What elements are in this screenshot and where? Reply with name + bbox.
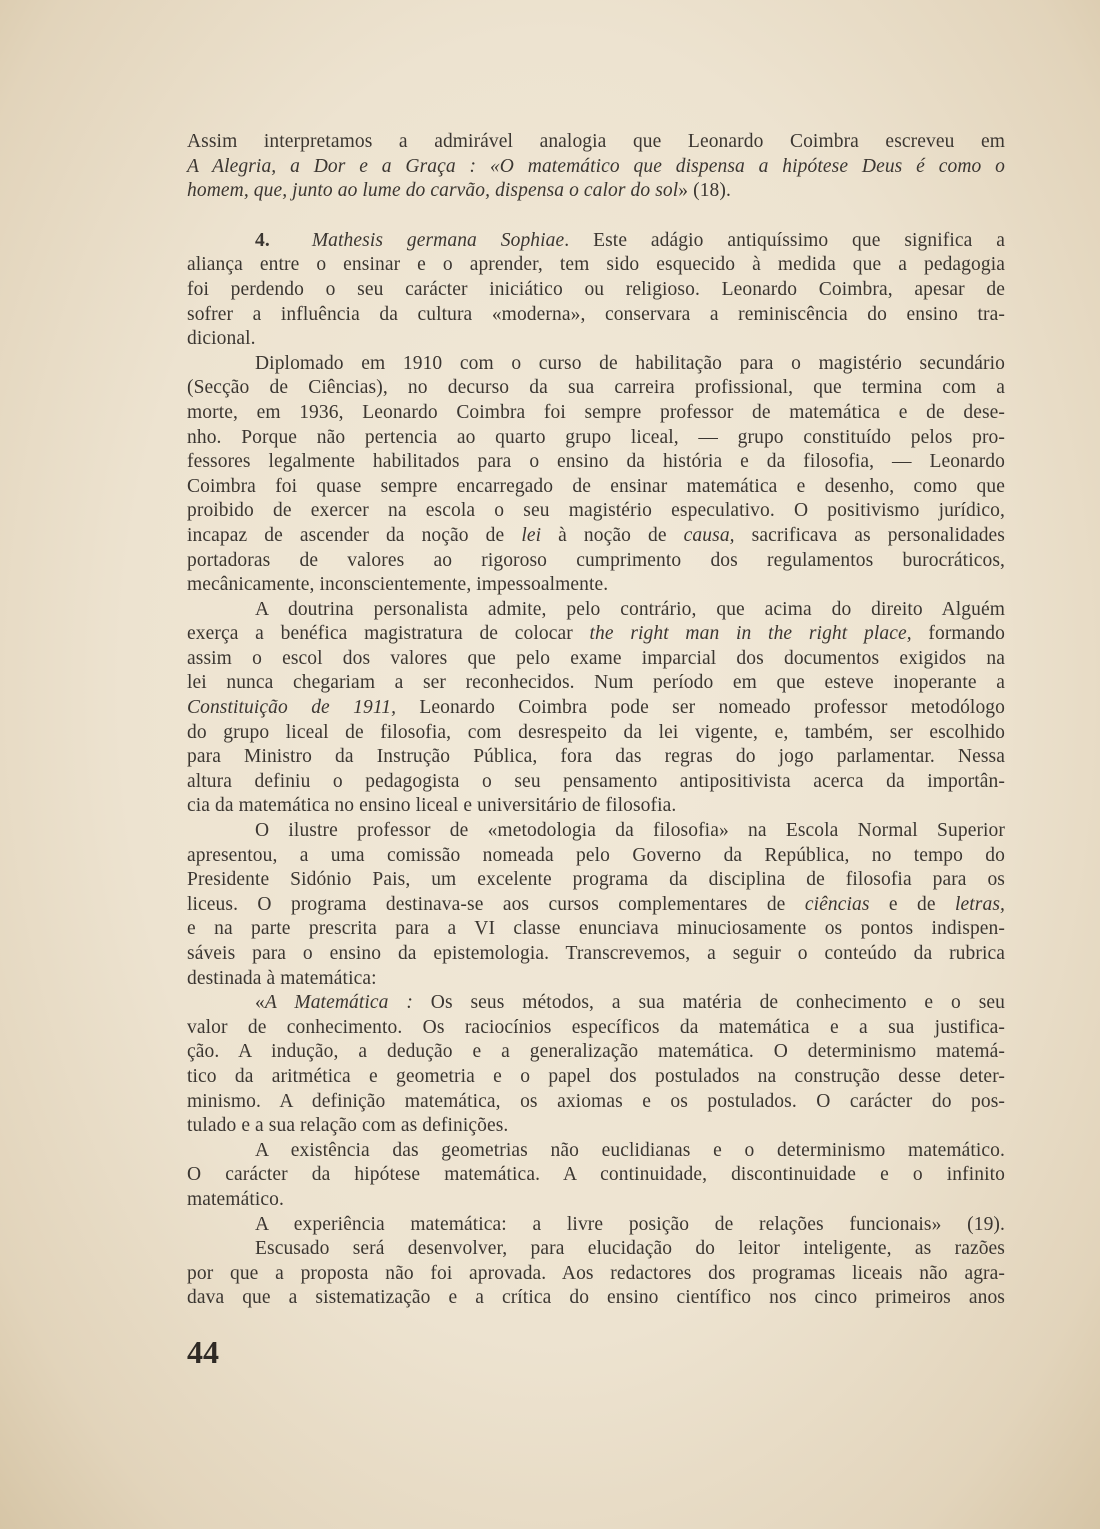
text-run: . Este adágio antiquíssimo que significa a xyxy=(564,229,1005,251)
text-run: morte, em 1936, Leonardo Coimbra foi sempre professor de matemática e de dese- xyxy=(187,401,1005,423)
italic-text-run: lei xyxy=(521,524,542,546)
text-run: exerça a benéfica magistratura de colocar xyxy=(187,623,590,645)
text-run: A existência das geometrias não euclidianas e o determinismo matemático. xyxy=(255,1139,1005,1161)
text-run: destinada à matemática: xyxy=(187,967,377,989)
italic-text-run: the right man in the right place, xyxy=(589,623,912,645)
text-line xyxy=(187,573,1005,598)
text-line xyxy=(187,721,1005,746)
paragraph xyxy=(187,130,1005,204)
text-line xyxy=(187,819,1005,844)
text-run: dava que a sistematização e a crítica do ensino científico nos cinco primeiros anos xyxy=(187,1287,1005,1309)
paragraph xyxy=(187,229,1005,352)
text-run: à noção de xyxy=(541,524,684,546)
paragraph xyxy=(187,991,1005,1139)
text-line xyxy=(187,1262,1005,1287)
text-run: O ilustre professor de «metodologia da filosofia» na Escola Normal Superior xyxy=(255,820,1005,842)
page-number: 44 xyxy=(187,1334,219,1370)
text-run: liceus. O programa destinava-se aos cursos complementares de xyxy=(187,893,805,915)
text-line xyxy=(187,598,1005,623)
text-line xyxy=(187,475,1005,500)
text-run: aliança entre o ensinar e o aprender, tem sido esquecido à medida que a pedagogia xyxy=(187,254,1005,276)
text-run: nho. Porque não pertencia ao quarto grupo liceal, — grupo constituído pelos pro- xyxy=(187,426,1005,448)
text-line xyxy=(187,622,1005,647)
text-line xyxy=(187,179,1005,204)
text-line xyxy=(187,844,1005,869)
text-line xyxy=(187,1065,1005,1090)
italic-text-run: ciências xyxy=(804,893,870,915)
italic-text-run: Mathesis germana Sophiae xyxy=(311,229,565,251)
text-run: cia da matemática no ensino liceal e universitário de filosofia. xyxy=(187,795,677,817)
text-run: Escusado será desenvolver, para elucidação do leitor inteligente, as razões xyxy=(255,1238,1005,1260)
text-line xyxy=(187,942,1005,967)
paragraph xyxy=(187,1139,1005,1213)
text-run: por que a proposta não foi aprovada. Aos redactores dos programas liceais não agra- xyxy=(187,1262,1005,1284)
text-run: incapaz de ascender da noção de xyxy=(187,524,522,546)
text-run: valor de conhecimento. Os raciocínios específicos da matemática e a sua justifica- xyxy=(187,1016,1005,1038)
text-line xyxy=(187,327,1005,352)
text-run: matemático. xyxy=(187,1188,284,1210)
text-line xyxy=(187,253,1005,278)
text-run: (Secção de Ciências), no decurso da sua carreira profissional, que termina com a xyxy=(187,377,1005,399)
text-line xyxy=(187,647,1005,672)
text-run: ção. A indução, a dedução e a generalização matemática. O determinismo matemá- xyxy=(187,1041,1005,1063)
text-run: mecânicamente, inconscientemente, impessoalmente. xyxy=(187,574,609,596)
text-line xyxy=(187,401,1005,426)
text-run: O carácter da hipótese matemática. A continuidade, discontinuidade e o infinito xyxy=(187,1164,1005,1186)
text-run: tulado e a sua relação com as definições. xyxy=(187,1115,509,1137)
text-run: Os seus métodos, a sua matéria de conhecimento e o seu xyxy=(412,992,1005,1014)
text-line xyxy=(187,303,1005,328)
text-line xyxy=(187,155,1005,180)
italic-text-run: A Alegria, a Dor e a Graça : «O matemático que dispensa a hipótese Deus é como o xyxy=(187,155,1005,177)
text-run: Coimbra foi quase sempre encarregado de ensinar matemática e desenho, como que xyxy=(187,475,1005,497)
text-line xyxy=(187,524,1005,549)
text-run: A experiência matemática: a livre posição de relações funcionais» (19). xyxy=(255,1213,1005,1235)
text-line xyxy=(187,1139,1005,1164)
italic-text-run: homem, que, junto ao lume do carvão, dispensa o calor do sol xyxy=(187,180,679,202)
italic-text-run: causa, xyxy=(683,524,735,546)
text-run: e de xyxy=(869,893,955,915)
italic-text-run: Constituição de 1911, xyxy=(187,697,397,719)
text-line xyxy=(187,1213,1005,1238)
text-line xyxy=(187,549,1005,574)
text-line xyxy=(187,130,1005,155)
text-line xyxy=(187,499,1005,524)
text-line xyxy=(187,917,1005,942)
text-line xyxy=(187,893,1005,918)
text-line xyxy=(187,967,1005,992)
text-line xyxy=(187,794,1005,819)
text-line xyxy=(187,770,1005,795)
text-run: altura definiu o pedagogista o seu pensamento antipositivista acerca da importân- xyxy=(187,770,1005,792)
document-body xyxy=(187,130,1005,1311)
text-line xyxy=(187,1016,1005,1041)
text-line xyxy=(187,376,1005,401)
text-line xyxy=(187,671,1005,696)
paragraph xyxy=(187,352,1005,598)
text-run: Diplomado em 1910 com o curso de habilitação para o magistério secundário xyxy=(255,352,1005,374)
text-run: apresentou, a uma comissão nomeada pelo Governo da República, no tempo do xyxy=(187,844,1005,866)
text-run: sáveis para o ensino da epistemologia. Transcrevemos, a seguir o conteúdo da rubrica xyxy=(187,943,1005,964)
section-number: 4. xyxy=(255,229,270,251)
text-run: e na parte prescrita para a VI classe enunciava minuciosamente os pontos indispen- xyxy=(187,918,1005,940)
paragraph xyxy=(187,598,1005,819)
text-line xyxy=(187,426,1005,451)
paragraph xyxy=(187,1213,1005,1238)
text-run: dicional. xyxy=(187,328,256,350)
text-line xyxy=(187,1286,1005,1311)
text-line xyxy=(187,1114,1005,1139)
text-line xyxy=(187,696,1005,721)
text-line xyxy=(187,1163,1005,1188)
text-run: Leonardo Coimbra pode ser nomeado professor metodólogo xyxy=(396,697,1006,719)
text-run: para Ministro da Instrução Pública, fora das regras do jogo parlamentar. Nessa xyxy=(187,746,1005,768)
text-line xyxy=(187,278,1005,303)
text-line xyxy=(187,450,1005,475)
paragraph xyxy=(187,1237,1005,1311)
text-line xyxy=(187,1090,1005,1115)
text-run: Presidente Sidónio Pais, um excelente programa da disciplina de filosofia para os xyxy=(187,869,1005,891)
text-line xyxy=(187,991,1005,1016)
text-run: foi perdendo o seu carácter iniciático ou religioso. Leonardo Coimbra, apesar de xyxy=(187,278,1005,300)
text-line xyxy=(187,352,1005,377)
paragraph xyxy=(187,819,1005,991)
text-line xyxy=(187,868,1005,893)
text-run: formando xyxy=(911,623,1005,645)
text-run: Assim interpretamos a admirável analogia que Leonardo Coimbra escreveu em xyxy=(187,131,1005,152)
italic-text-run: A Matemática : xyxy=(264,992,413,1014)
text-run: portadoras de valores ao rigoroso cumprimento dos regulamentos burocráticos, xyxy=(187,549,1005,571)
text-run: A doutrina personalista admite, pelo contrário, que acima do direito Alguém xyxy=(255,598,1005,620)
text-run: assim o escol dos valores que pelo exame imparcial dos documentos exigidos na xyxy=(187,647,1005,669)
italic-text-run: letras, xyxy=(955,893,1005,915)
text-run: fessores legalmente habilitados para o ensino da história e da filosofia, — Leonardo xyxy=(187,451,1005,473)
text-run: « xyxy=(255,992,265,1014)
text-run: sofrer a influência da cultura «moderna», conservara a reminiscência do ensino tra- xyxy=(187,303,1005,325)
text-line xyxy=(187,229,1005,254)
text-run: do grupo liceal de filosofia, com desrespeito da lei vigente, e, também, ser escolhido xyxy=(187,721,1005,743)
text-run: proibido de exercer na escola o seu magistério especulativo. O positivismo jurídico, xyxy=(187,500,1005,522)
text-line xyxy=(187,1237,1005,1262)
text-line xyxy=(187,1040,1005,1065)
text-run: minismo. A definição matemática, os axiomas e os postulados. O carácter do pos- xyxy=(187,1090,1005,1112)
text-run: tico da aritmética e geometria e o papel dos postulados na construção desse deter- xyxy=(187,1065,1005,1087)
text-line xyxy=(187,745,1005,770)
text-run: » (18). xyxy=(678,180,731,202)
text-run: sacrificava as personalidades xyxy=(734,524,1005,546)
text-run: lei nunca chegariam a ser reconhecidos. Num período em que esteve inoperante a xyxy=(187,672,1005,694)
text-line xyxy=(187,1188,1005,1213)
